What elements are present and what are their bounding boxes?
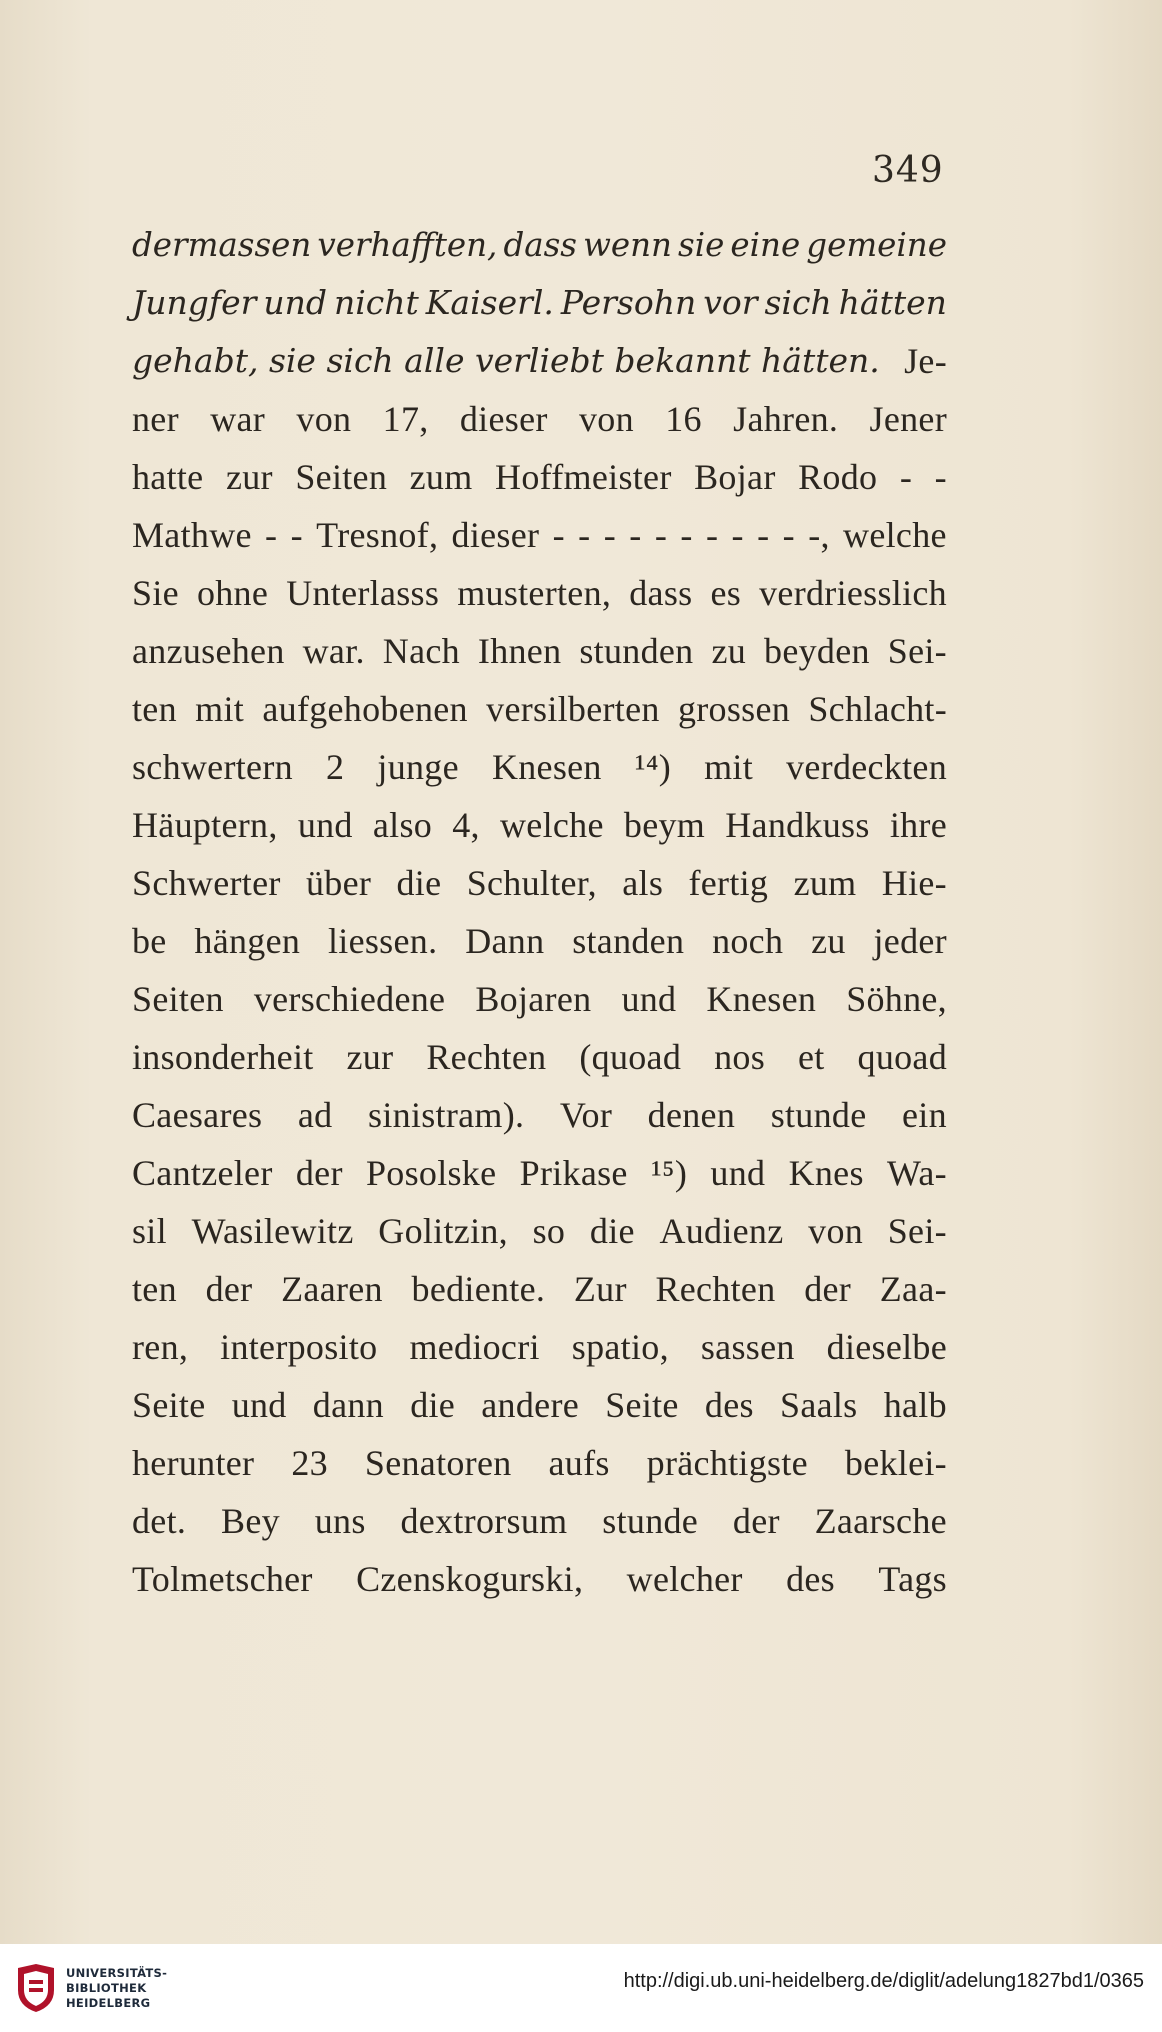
library-name-line: BIBLIOTHEK — [66, 1981, 147, 1995]
text-line-roman: Je- — [894, 341, 947, 381]
text-line — [132, 336, 947, 386]
text-line: Caesares ad sinistram). Vor denen stunde ein — [132, 1095, 947, 1135]
source-url-link[interactable]: http://digi.ub.uni-heidelberg.de/diglit/adelung1827bd1/0365 — [623, 1970, 1144, 1992]
library-name-line: HEIDELBERG — [66, 1996, 151, 2010]
text-line: ner war von 17, dieser von 16 Jahren. Jener — [132, 399, 947, 439]
text-line: Cantzeler der Posolske Prikase ¹⁵) und Knes Wa- — [132, 1153, 947, 1193]
text-line: hatte zur Seiten zum Hoffmeister Bojar Rodo - - — [132, 457, 947, 497]
library-name — [66, 1966, 167, 2011]
text-line: ten mit aufgehobenen versilberten grossen Schlacht- — [132, 689, 947, 729]
text-line: Häuptern, und also 4, welche beym Handkuss ihre — [132, 805, 947, 845]
text-line: anzusehen war. Nach Ihnen stunden zu beyden Sei- — [132, 631, 947, 671]
text-line: dermassen verhafften, dass wenn sie eine gemeine — [132, 226, 947, 264]
library-footer — [0, 1944, 1162, 2032]
text-line: ten der Zaaren bediente. Zur Rechten der Zaa- — [132, 1269, 947, 1309]
text-line: Jungfer und nicht Kaiserl. Persohn vor sich hätten — [132, 283, 947, 322]
text-line: Seiten verschiedene Bojaren und Knesen Söhne, — [132, 979, 947, 1019]
text-line: insonderheit zur Rechten (quoad nos et quoad — [132, 1037, 947, 1077]
page-number: 349 — [872, 150, 944, 191]
university-library-logo-icon — [14, 1962, 58, 2014]
text-line: Sie ohne Unterlasss musterten, dass es verdriesslich — [132, 573, 947, 613]
text-line: schwertern 2 junge Knesen ¹⁴) mit verdeckten — [132, 747, 947, 787]
text-line: herunter 23 Senatoren aufs prächtigste beklei- — [132, 1443, 947, 1483]
library-name-line: UNIVERSITÄTS- — [66, 1966, 168, 1980]
text-line: Tolmetscher Czenskogurski, welcher des Tags — [132, 1559, 947, 1599]
text-line: ren, interposito mediocri spatio, sassen dieselbe — [132, 1327, 947, 1367]
text-line: be hängen liessen. Dann standen noch zu jeder — [132, 921, 947, 961]
text-line: Seite und dann die andere Seite des Saals halb — [132, 1385, 947, 1425]
text-line: det. Bey uns dextrorsum stunde der Zaarsche — [132, 1501, 947, 1541]
text-line: Schwerter über die Schulter, als fertig zum Hie- — [132, 863, 947, 903]
text-line: Mathwe - - Tresnof, dieser - - - - - - - - - - -, welche — [132, 515, 947, 555]
text-line: sil Wasilewitz Golitzin, so die Audienz von Sei- — [132, 1211, 947, 1251]
text-line-italic: gehabt, sie sich alle verliebt bekannt hätten. — [132, 341, 880, 380]
